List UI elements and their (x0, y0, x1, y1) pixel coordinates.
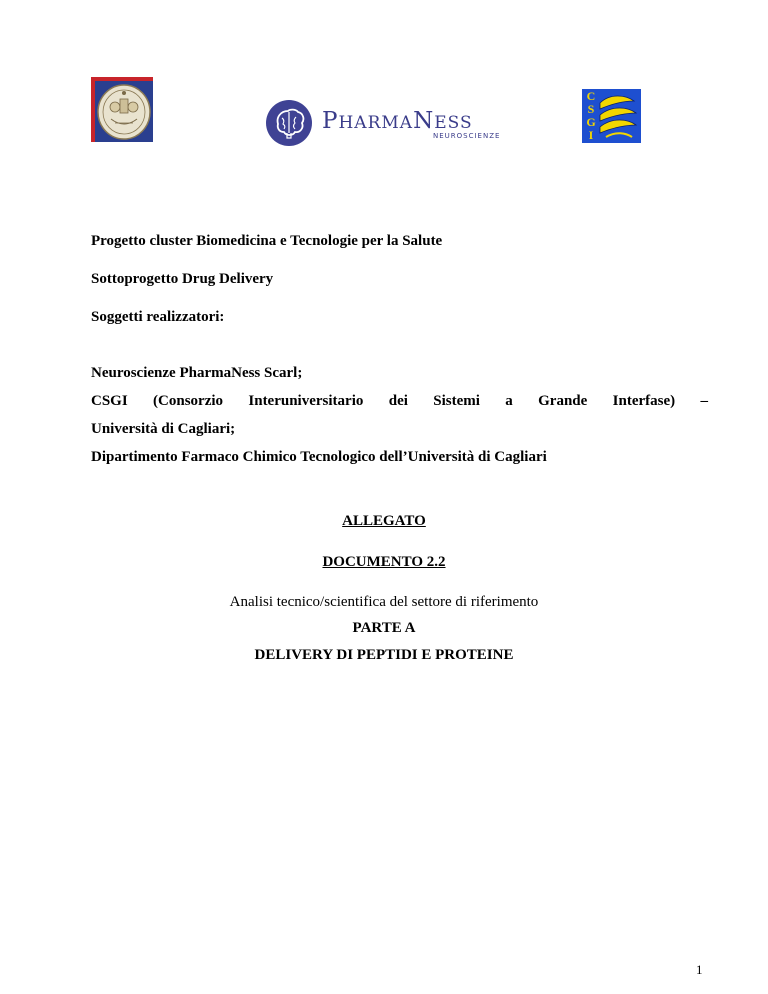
partner-dipartimento: Dipartimento Farmaco Chimico Tecnologico dell’Università di Cagliari (91, 449, 547, 465)
project-title: Progetto cluster Biomedicina e Tecnologie per la Salute (91, 233, 443, 249)
parte-heading: PARTE A (352, 620, 416, 636)
pharmaness-logo (266, 100, 501, 146)
csgi-letter-s: S (587, 102, 595, 116)
subjects-label: Soggetti realizzatori: (91, 309, 225, 325)
partner-pharmaness: Neuroscienze PharmaNess Scarl; (91, 365, 303, 381)
page-number: 1 (696, 962, 703, 977)
brain-icon (266, 100, 312, 146)
partner-csgi-line2: Università di Cagliari; (91, 421, 236, 437)
partner-csgi-line1: CSGI (Consorzio Interuniversitario dei Sistemi a Grande Interfase) – (91, 393, 708, 409)
csgi-letter-i: I (588, 128, 594, 142)
analisi-subtitle: Analisi tecnico/scientifica del settore di riferimento (229, 594, 539, 610)
csgi-letter-g: G (586, 115, 596, 129)
allegato-heading: ALLEGATO (342, 513, 426, 529)
pharmaness-wordmark: PHARMANESS (322, 108, 473, 134)
csgi-letter-c: C (586, 89, 596, 103)
university-seal-logo (91, 77, 153, 142)
subproject-title: Sottoprogetto Drug Delivery (91, 271, 274, 287)
csgi-logo (582, 89, 641, 143)
pharmaness-subtitle: NEUROSCIENZE (433, 132, 501, 140)
documento-heading: DOCUMENTO 2.2 (322, 554, 446, 570)
seal-icon (95, 81, 153, 142)
delivery-heading: DELIVERY DI PEPTIDI E PROTEINE (254, 647, 514, 663)
